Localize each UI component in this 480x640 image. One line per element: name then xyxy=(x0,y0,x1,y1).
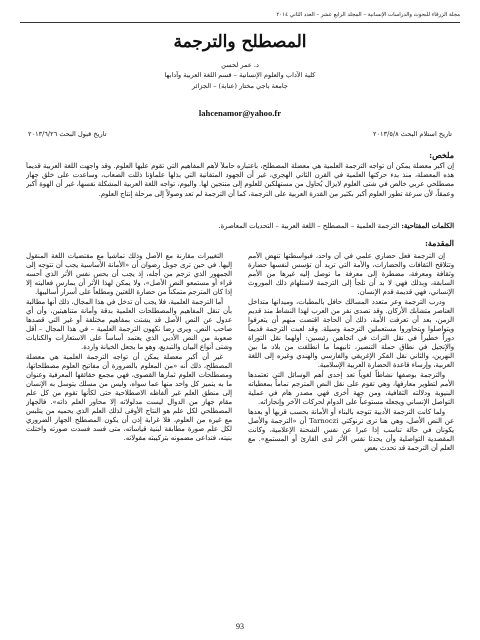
date-accepted: تاريخ قبول البحث ٢٠١٣/٦/٢٦ xyxy=(28,130,107,138)
paragraph: التغييرات مقارنة مع الأصل وذلك تماشياً مع مقتضيات اللغة المنقول إليها. في حين ترى جوبل رضوان أن «الأمانة الأساسية يجب أن تتوجه إلى الجمهور الذي ترجم من أجله، إذ يجب أن يحس نفس الأثر الذي أحسه قراء أو مستمعو النص الأصل»، ولا يمكن لهذا الأثر أن يمارس فعاليته إلا إذا كان المترجم متمكناً من حضارة اللغتين ومطلعاً على أسرار أساليبها. xyxy=(26,252,232,296)
running-head: مجلة الزرقاء للبحوث والدراسات الإنسانية – المجلد الرابع عشر – العدد الثاني ٢٠١٤ xyxy=(276,12,460,18)
author-university: جامعة باجي مختار (عنابة) – الجزائر xyxy=(192,81,288,90)
author-faculty: كلية الآداب والعلوم الإنسانية – قسم اللغة العربية وآدابها xyxy=(164,71,316,80)
author-name: د. عمر لحسن xyxy=(221,61,259,69)
paragraph: والترجمة بوصفها نشاطاً لغوياً تعد إحدى أهم الوسائل التي تعتمدها الأمم لتطوير معارفها، وهي تقوم على نقل النص المترجم تماماً بمعطياته البنيوية ودلالته الثقافية، ومن جهة أخرى فهي مصدر هام في عملية التواصل الإنساني ويجعله مستوعباً على الدوام لحركات الآخر وإنجازاته. xyxy=(248,371,454,406)
paragraph: أما الترجمة العلمية، فلا يجب أن تدخل في هذا المجال، ذلك أنها مطالبة بأن تنقل المفاهيم والمصطلحات العلمية بدقة وأمانة متناهيتين، وأن أي عدول عن النص الأصل قد يشتت بمفاهيم مختلفة أو غير التي قصدها صاحب النص. ويرى رضا نكهون الترجمة العلمية – في هذا المجال – أقل صعوبة من النص الأدبي الذي يعتمد أساساً على الاستعارات والكنايات وشتى أنواع البيان والتبديع، وهو ما يجعل الخيانة واردة. xyxy=(26,298,232,351)
header-rule xyxy=(20,22,460,23)
keywords-line xyxy=(26,222,454,230)
author-email: lahcenamor@yahoo.fr xyxy=(198,108,282,118)
article-title: المصطلح والترجمة xyxy=(173,32,307,52)
intro-heading: المقدمة: xyxy=(424,238,454,248)
keywords-label: الكلمات المفتاحية: xyxy=(401,222,454,230)
page-number: 93 xyxy=(236,622,244,631)
dates-row xyxy=(28,130,452,140)
date-received: تاريخ استلام البحث ٢٠١٣/٥/٨ xyxy=(372,130,452,138)
paragraph: إن الترجمة فعل حضاري علمي في آن واحد، فبواسطتها تنهض الأمم وتتلاقح الثقافات والحضارات، والأمة التي تريد أن تؤسس لنفسها حضارة وثقافة ومعرفة، مضطرة إلى معرفة ما توصل إليه غيرها من الأمم السابقة، وبذلك فهي لا بد أن تلجأ إلى الترجمة لاستلهام ذلك الموروث الإنساني، فهي قديمة قدم الإنسان. xyxy=(248,252,454,296)
body-column-right xyxy=(248,252,454,620)
keywords-text: الترجمة العلمية – المصطلح – اللغة العربية – التحديات المعاصرة. xyxy=(218,222,400,230)
abstract-text: إن أكبر معضلة يمكن أن تواجه الترجمة العلمية هي معضلة المصطلح، باعتباره حاملاً لأهم المفاهيم التي تقوم عليها العلوم. وقد واجهت اللغة العربية قديماً هذه المعضلة، منذ بدء حركتها العلمية في القرن الثاني الهجري، غير أن الجهود المتفانية التي بذلها علماؤنا ذللت الصعاب، وساعدت على خلق جهاز مصطلحي عربي خالص في شتى العلوم لايزال يُحاول من مستهلكين للعلوم إلى منتجين لها. واليوم، تواجه اللغة العربية المشكلة نفسها، غير أن الهوة أكبر وعمقاً، لأن سرعة تطور العلوم أكبر بكثير من القدرة العربية على الترجمة، كما أن الترجمة لم تعد وصولاً إلى مرحلة إنتاج العلوم. xyxy=(26,162,454,198)
paragraph: غير أن أكبر معضلة يمكن أن تواجه الترجمة العلمية هي معضلة المصطلح، ذلك أنه «من المعلوم بالضرورة أن مفاتيح العلوم مصطلحاتها، ومصطلحات العلوم ثمارها القصوى، فهي مجمع حقائقها المعرفية وعنوان ما به يتميز كل واحد منها عما سواه، وليس من مسلك يتوسل به الإنسان إلى منطق العلم غير ألفاظه الاصطلاحية حتى لكأنها تقوم من كل علم مقام جهاز من الدوال ليست مدلولاته إلا محاور العلم ذاته». فالجهاز المصطلحي لكل علم هو النتاج الأوفى لذلك العلم الذي يحميه من يتلبس مع غيره من العلوم، فلا غرابة إذن أن يكون المصطلح الجهاز الضروري لكل علم صورة مطابقة لبنية قياساته، متى فسد فسدت صورته واختلت بنيته، فتداعى مضمونه بتركيبته مقولاته. xyxy=(26,353,232,442)
paragraph: ولما كانت الترجمة الأدبية تتوجه بالبناء أو الأمانة بحسب قربها أو بعدها عن النص الأصل، وهي هنا ترى ترنوكتي Tarnoczi أن «الترجمة والأصل يكونان في حالة تناسب إذا عبرا عن نفس الشحنة الإعلامية، وكانت المقصدية التواصلية وأن يحدثا نفس الأثر لدى القارئ أو المستمع». مع العلم أن الترجمة قد تحدث بعض xyxy=(248,408,454,452)
paragraph: ودرب الترجمة وعر متعدد المسالك حافل بالمطبات، وميدانها متداخل العناصر متشابك الأركان. وقد تصدى نفر من العرب لهذا النشاط منذ قديم الزمن، بعد أن تعرفت الأمة، ذلك أن الحاجة اقتضت منهم أن يتعرفوا ويتواصلوا ويتحاوروا مستعملين الترجمة وسيلة. وقد لعبت الترجمة قديماً دوراً خطيراً في نقل التراث في اتجاهين رئيسين: أولهما نقل التوراة والإنجيل في نطاق حملة التنصير، ثانيهما ما انطلقت من بلاد ما بين النهرين، والثاني نقل الفكر الإغريقي والفارسي والهندي وغيره إلى اللغة العربية، وإرساء قاعدة الحضارة العربية الإسلامية. xyxy=(248,298,454,369)
body-column-left xyxy=(26,252,232,620)
abstract-heading: ملخص: xyxy=(429,150,454,160)
author-block xyxy=(0,60,480,91)
